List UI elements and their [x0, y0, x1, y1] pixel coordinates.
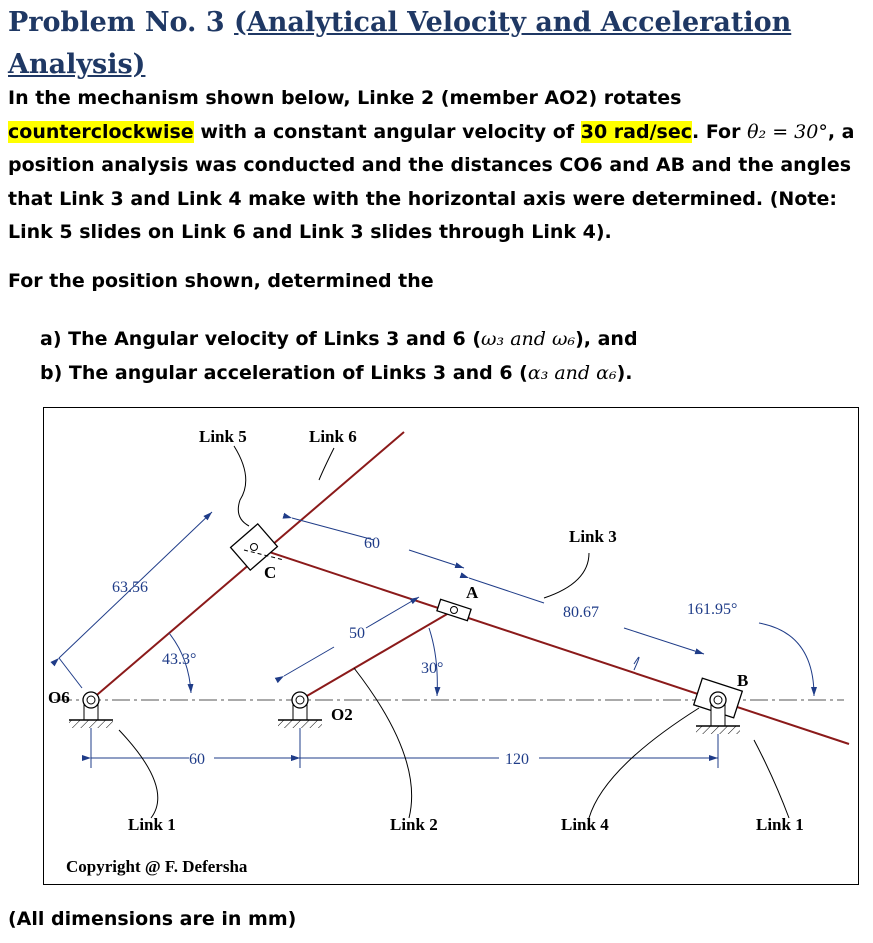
label-link1-left: Link 1 [128, 815, 176, 834]
label-link4: Link 4 [561, 815, 609, 834]
label-b: B [737, 671, 749, 690]
dim-43-3: 43.3° [162, 651, 197, 668]
dim-63-56: 63.56 [112, 579, 148, 596]
dim-80-67: 80.67 [563, 604, 599, 621]
theta-value: θ₂ = 30° [747, 120, 828, 143]
footer-note: (All dimensions are in mm) [8, 908, 297, 930]
highlight-direction: counterclockwise [8, 120, 194, 143]
dim-60-top: 60 [364, 535, 380, 552]
dim-60-bottom: 60 [189, 751, 205, 768]
label-o6: O6 [48, 688, 70, 707]
label-link2: Link 2 [390, 815, 438, 834]
label-c: C [264, 563, 277, 582]
dim-161-95: 161.95° [687, 601, 738, 618]
dim-50: 50 [349, 625, 365, 642]
mechanism-diagram [44, 408, 860, 886]
problem-title: Problem No. 3 (Analytical Velocity and Acceleration Analysis) [8, 7, 792, 80]
label-link5: Link 5 [199, 427, 247, 446]
label-link1-right: Link 1 [756, 815, 804, 834]
pivot-o2 [278, 692, 322, 728]
pivot-o6 [69, 692, 113, 728]
copyright: Copyright @ F. Defersha [66, 857, 248, 876]
problem-statement: In the mechanism shown below, Linke 2 (member AO2) rotates counterclockwise with a constant angular velocity of 30 rad/sec. For θ₂ = 30°, a position analysis was conducted and the distances CO6 and AB and the angles that Link 3 and Link 4 make with the horizontal axis were determined. (Note: Link 5 slides on Link 6 and Link 3 slides through Link 4). [8, 87, 855, 244]
label-link3: Link 3 [569, 527, 617, 546]
lead-text: For the position shown, determined the [8, 270, 434, 292]
dim-120: 120 [505, 751, 529, 768]
mechanism-figure [43, 407, 859, 885]
label-a: A [466, 583, 479, 602]
link2-bar [300, 610, 454, 700]
dim-30: 30° [421, 660, 444, 677]
question-list [40, 322, 638, 390]
label-link6: Link 6 [309, 427, 357, 446]
highlight-angular-velocity: 30 rad/sec [580, 120, 692, 143]
question-b: b) The angular acceleration of Links 3 and 6 (α₃ and α₆). [40, 362, 633, 384]
question-a: a) The Angular velocity of Links 3 and 6 (ω₃ and ω₆), and [40, 328, 638, 350]
label-o2: O2 [331, 705, 353, 724]
